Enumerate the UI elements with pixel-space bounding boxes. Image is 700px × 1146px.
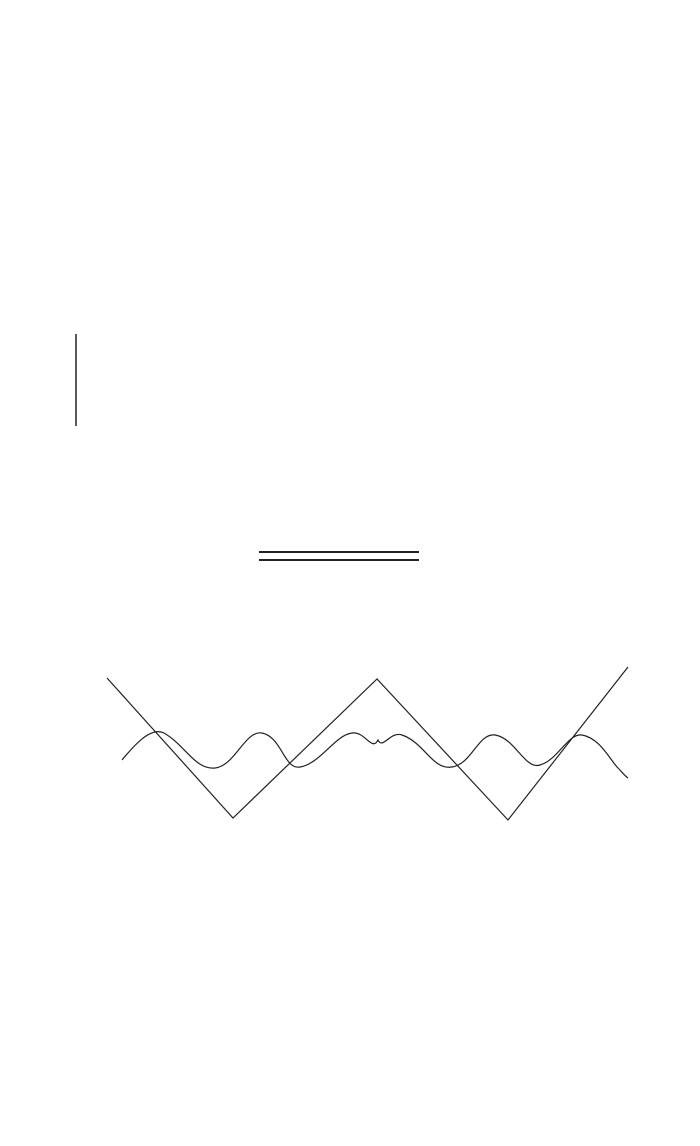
- constituent-curve-b: [107, 667, 628, 820]
- section-divider: [259, 551, 419, 561]
- constituent-curve-c: [122, 732, 628, 778]
